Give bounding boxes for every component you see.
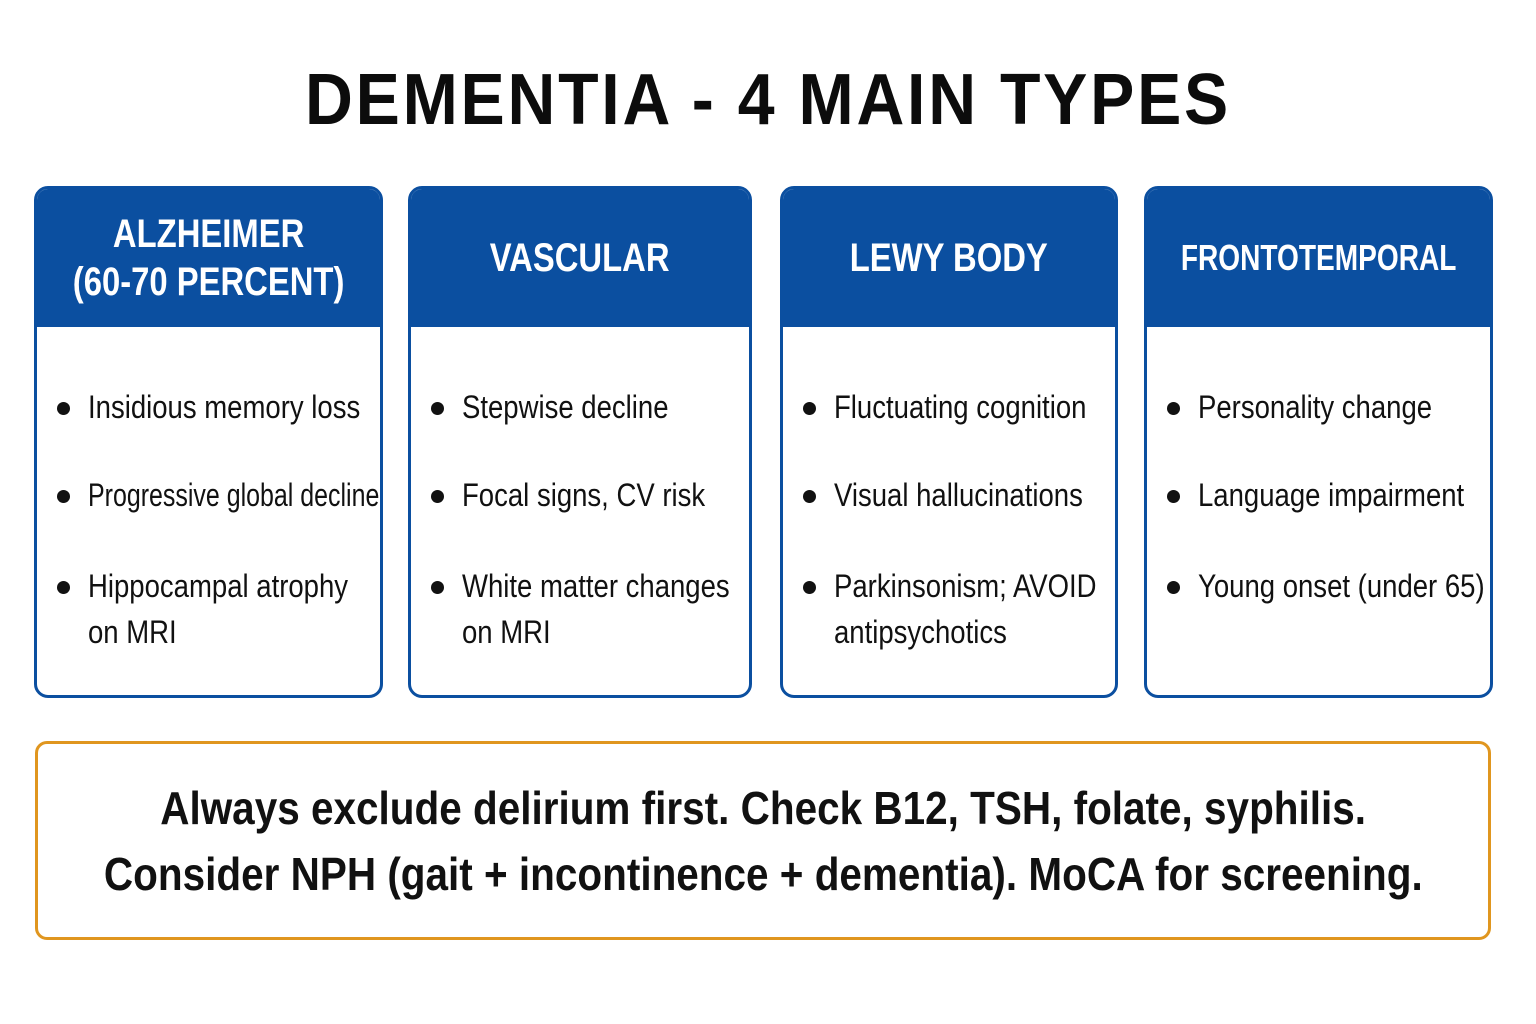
- card-title-line: VASCULAR: [490, 236, 670, 280]
- bullet-text: Insidious memory loss: [88, 389, 361, 425]
- bullet-text: Visual hallucinations: [834, 477, 1083, 513]
- card-header-frontotemporal: [1147, 189, 1490, 327]
- bullet-dot-icon: [1167, 581, 1180, 594]
- list-item: [37, 384, 383, 430]
- card-header-alzheimer: [37, 189, 380, 327]
- bullet-text: Fluctuating cognition: [834, 389, 1087, 425]
- clinical-note-box: [35, 741, 1491, 940]
- bullet-text: antipsychotics: [834, 614, 1007, 650]
- bullet-dot-icon: [803, 402, 816, 415]
- bullet-dot-icon: [803, 581, 816, 594]
- list-item: [411, 472, 745, 518]
- bullet-text: White matter changes: [462, 568, 730, 604]
- bullet-text: Progressive global decline: [88, 477, 380, 513]
- bullet-dot-icon: [57, 402, 70, 415]
- bullet-text: Personality change: [1198, 389, 1433, 425]
- bullet-dot-icon: [431, 581, 444, 594]
- list-item: [411, 384, 702, 430]
- note-line: Consider NPH (gait + incontinence + dementia). MoCA for screening.: [103, 847, 1423, 900]
- list-item: [1147, 384, 1470, 430]
- card-frontotemporal: [1144, 186, 1493, 698]
- list-item: [783, 384, 1118, 430]
- page-title: DEMENTIA - 4 MAIN TYPES: [305, 60, 1231, 140]
- bullet-text: Young onset (under 65): [1198, 568, 1485, 604]
- card-header-vascular: [411, 189, 749, 327]
- bullet-text: on MRI: [88, 614, 177, 650]
- card-title-line: LEWY BODY: [849, 236, 1049, 280]
- bullet-text: Hippocampal atrophy: [88, 568, 349, 604]
- list-item: [411, 563, 752, 655]
- bullet-dot-icon: [803, 490, 816, 503]
- bullet-text: Parkinsonism; AVOID: [834, 568, 1097, 604]
- bullet-dot-icon: [57, 581, 70, 594]
- bullet-text: Stepwise decline: [462, 389, 669, 425]
- card-title-line: ALZHEIMER: [112, 212, 305, 256]
- list-item: [783, 563, 1118, 655]
- bullet-text: Focal signs, CV risk: [462, 477, 706, 513]
- card-alzheimer: [34, 186, 383, 698]
- list-item: [37, 563, 383, 655]
- bullet-dot-icon: [1167, 402, 1180, 415]
- card-title-line: FRONTOTEMPORAL: [1180, 237, 1457, 278]
- list-item: [1147, 563, 1493, 609]
- card-header-lewy-body: [783, 189, 1115, 327]
- bullet-text: on MRI: [462, 614, 551, 650]
- bullet-dot-icon: [431, 490, 444, 503]
- bullet-text: Language impairment: [1198, 477, 1465, 513]
- bullet-dot-icon: [57, 490, 70, 503]
- bullet-dot-icon: [1167, 490, 1180, 503]
- list-item: [1147, 472, 1493, 518]
- card-lewy-body: [780, 186, 1118, 698]
- card-title-line: (60-70 PERCENT): [72, 260, 345, 304]
- list-item: [37, 472, 383, 518]
- note-line: Always exclude delirium first. Check B12, TSH, folate, syphilis.: [160, 781, 1366, 834]
- card-vascular: [408, 186, 752, 698]
- bullet-dot-icon: [431, 402, 444, 415]
- list-item: [783, 472, 1118, 518]
